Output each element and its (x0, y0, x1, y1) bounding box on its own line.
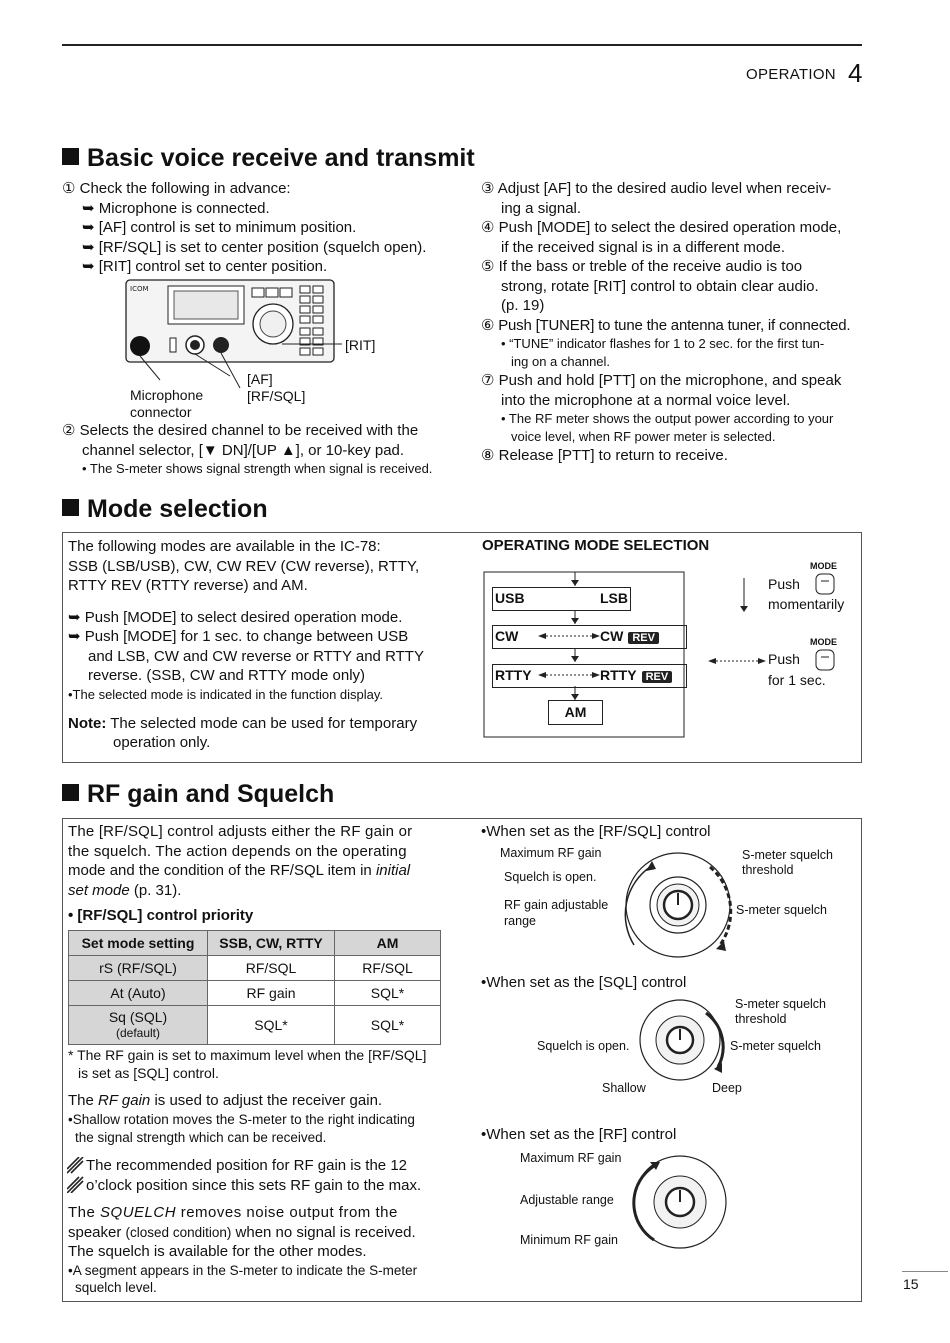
section-title-mode: Mode selection (62, 495, 268, 524)
step-5: ⑤ If the bass or treble of the receive audio is too (481, 258, 803, 275)
rf-gain-note: the signal strength which can be received. (75, 1129, 327, 1145)
label-squelch-open: Squelch is open. (504, 870, 597, 884)
rf-intro-line: The [RF/SQL] control adjusts either the RF gain or (68, 823, 413, 840)
mode-usb: USB (495, 590, 525, 606)
recommendation-line: o’clock position since this sets RF gain to the max. (86, 1176, 422, 1194)
rf-intro-line: mode and the condition of the RF/SQL item in (68, 862, 376, 879)
header-section: OPERATION (746, 66, 836, 83)
label-af: [AF] (247, 371, 273, 387)
check-item: ➥ [AF] control is set to minimum position. (82, 219, 357, 236)
step-4: ④ Push [MODE] to select the desired operation mode, (481, 219, 842, 236)
rf-intro-line: (p. 31). (129, 881, 182, 899)
basic-left-column (62, 179, 452, 277)
table-cell: RF/SQL (335, 956, 441, 981)
table-footnote (68, 1046, 448, 1082)
mode-rtty-rev: RTTY REV (600, 667, 672, 683)
footnote-line: * The RF gain is set to maximum level when the [RF/SQL] (68, 1047, 427, 1063)
table-cell: Sq (SQL) (default) (69, 1006, 208, 1045)
table-cell: SQL* (335, 981, 441, 1006)
step-1: ① Check the following in advance: (62, 180, 291, 197)
recommendation-icon (67, 1157, 84, 1193)
step-3: ing a signal. (501, 199, 582, 217)
table-cell: RF gain (208, 981, 335, 1006)
label-min-rf-gain: Minimum RF gain (520, 1233, 618, 1247)
label-shallow: Shallow (602, 1081, 646, 1095)
mode-intro-line: The following modes are available in the IC-78: (68, 538, 381, 555)
note-text: operation only. (113, 734, 211, 751)
push-for-1-sec: for 1 sec. (768, 672, 826, 688)
priority-title: • [RF/SQL] control priority (68, 907, 254, 924)
mode-bullet: and LSB, CW and CW reverse or RTTY and RTTY (88, 647, 424, 665)
mode-bullet: reverse. (SSB, CW and RTTY mode only) (88, 667, 366, 684)
rf-gain-left (68, 822, 448, 926)
label-s-meter-threshold: S-meter squelch (735, 997, 827, 1011)
label-rf-gain-range: RF gain adjustable (504, 898, 609, 912)
step-5: strong, rotate [RIT] control to obtain clear audio. (501, 277, 819, 295)
section-bullet-icon (62, 148, 79, 165)
label-range: range (504, 914, 536, 928)
rf-intro-italic: initial (375, 862, 411, 879)
label-connector: connector (130, 404, 192, 420)
knob-rf (620, 1150, 740, 1260)
case-rf-sql-title: •When set as the [RF/SQL] control (481, 823, 711, 840)
section-bullet-icon (62, 784, 79, 801)
mode-am: AM (548, 700, 603, 725)
page-number: 15 (903, 1276, 919, 1292)
step-2-note: • The S-meter shows signal strength when signal is received. (82, 461, 433, 476)
mode-rtty: RTTY (495, 667, 532, 683)
table-cell: At (Auto) (69, 981, 208, 1006)
rf-intro-line: the squelch. The action depends on the operating (68, 842, 407, 860)
label-rf-sql: [RF/SQL] (247, 388, 306, 404)
mode-cw-rev: CW REV (600, 628, 659, 644)
mode-small-note: •The selected mode is indicated in the function display. (68, 686, 384, 702)
mode-cw: CW (495, 628, 519, 644)
label-adjustable-range: Adjustable range (520, 1193, 614, 1207)
label-rit: [RIT] (345, 337, 376, 353)
mode-text (68, 537, 458, 753)
squelch-note: squelch level. (75, 1279, 157, 1295)
squelch-note: •A segment appears in the S-meter to indicate the S-meter (68, 1262, 418, 1278)
mode-key-label: MODE (810, 637, 837, 647)
squelch-description: The SQUELCH removes noise output from the speaker (closed condition) when no signal is received. The squelch is available for the other modes. •A segment appears in the S-meter to indicate the S-meter squelch level. (68, 1203, 448, 1296)
rev-badge: REV (642, 671, 673, 683)
mode-bullet: ➥ Push [MODE] to select desired operation mode. (68, 608, 403, 626)
step-2-line: ② Selects the desired channel to be received with the (62, 422, 419, 439)
step-3: ③ Adjust [AF] to the desired audio level when receiv- (481, 180, 832, 197)
table-cell: SQL* (335, 1006, 441, 1045)
recommendation (86, 1156, 421, 1195)
label-threshold: threshold (735, 1012, 787, 1026)
label-deep: Deep (712, 1081, 742, 1095)
table-cell: SQL* (208, 1006, 335, 1045)
page-number-rule (902, 1271, 948, 1272)
step-4: if the received signal is in a different mode. (501, 238, 786, 256)
check-item: ➥ Microphone is connected. (82, 199, 270, 217)
case-sql-title: •When set as the [SQL] control (481, 974, 687, 991)
label-squelch-open: Squelch is open. (537, 1039, 630, 1053)
step-7-note: • The RF meter shows the output power according to your (501, 411, 834, 426)
rf-gain-note: •Shallow rotation moves the S-meter to the right indicating (68, 1111, 415, 1127)
step-6: ⑥ Push [TUNER] to tune the antenna tuner, if connected. (481, 316, 851, 334)
footnote-line: is set as [SQL] control. (78, 1065, 219, 1081)
header-rule (62, 44, 862, 46)
priority-table (68, 930, 441, 1045)
table-cell: RF/SQL (208, 956, 335, 981)
label-microphone: Microphone (130, 387, 204, 403)
recommendation-line: The recommended position for RF gain is the 12 (86, 1157, 407, 1174)
step-2 (62, 421, 452, 478)
step-2-line: channel selector, [▼ DN]/[UP ▲], or 10-key pad. (82, 441, 405, 459)
section-bullet-icon (62, 499, 79, 516)
section-title-rf-gain: RF gain and Squelch (62, 780, 334, 809)
mode-intro-line: SSB (LSB/USB), CW, CW REV (CW reverse), RTTY, (68, 557, 420, 575)
label-threshold: threshold (742, 863, 794, 877)
note-text: The selected mode can be used for temporary (110, 714, 418, 732)
label-s-meter-squelch: S-meter squelch (736, 903, 828, 917)
mode-bullet: ➥ Push [MODE] for 1 sec. to change between USB (68, 628, 409, 645)
step-7-note: voice level, when RF power meter is selected. (511, 429, 776, 444)
mode-key-label: MODE (810, 561, 837, 571)
header-chapter-number: 4 (848, 58, 863, 88)
basic-right-column (481, 179, 866, 466)
mode-diagram-title: OPERATING MODE SELECTION (482, 537, 710, 554)
step-6-note: ing on a channel. (511, 354, 611, 369)
rf-gain-italic: RF gain (98, 1092, 151, 1109)
table-cell: rS (RF/SQL) (69, 956, 208, 981)
default-label: (default) (115, 1025, 161, 1040)
table-row (69, 956, 441, 981)
label-s-meter-threshold: S-meter squelch (742, 848, 834, 862)
note-label: Note: (68, 714, 107, 732)
check-item: ➥ [RF/SQL] is set to center position (squelch open). (82, 238, 427, 256)
rev-badge: REV (628, 632, 659, 644)
squelch-line: The squelch is available for the other modes. (68, 1243, 367, 1260)
step-7: ⑦ Push and hold [PTT] on the microphone, and speak (481, 372, 842, 389)
label-s-meter-squelch: S-meter squelch (730, 1039, 822, 1053)
push-label: Push (768, 651, 800, 667)
push-momentarily: momentarily (768, 596, 845, 612)
table-header: Set mode setting (69, 931, 208, 956)
step-8: ⑧ Release [PTT] to return to receive. (481, 447, 728, 464)
label-max-rf-gain: Maximum RF gain (520, 1151, 622, 1165)
mode-lsb: LSB (600, 590, 628, 606)
rf-intro-italic: set mode (68, 881, 130, 899)
label-max-rf-gain: Maximum RF gain (500, 846, 602, 860)
brand-logo: ICOM (130, 285, 149, 293)
squelch-italic: SQUELCH (100, 1204, 177, 1221)
push-label: Push (768, 576, 800, 592)
case-rf-title: •When set as the [RF] control (481, 1126, 677, 1143)
table-row (69, 1006, 441, 1045)
table-row (69, 981, 441, 1006)
section-title-basic: Basic voice receive and transmit (62, 144, 475, 173)
knob-rf-sql (600, 845, 750, 965)
table-header: SSB, CW, RTTY (208, 931, 335, 956)
step-5: (p. 19) (501, 297, 545, 314)
rf-gain-description: The RF gain is used to adjust the receiver gain. •Shallow rotation moves the S-meter to the right indicating the signal strength which can be received. (68, 1091, 448, 1147)
knob-sql (620, 995, 740, 1085)
step-6-note: • “TUNE” indicator flashes for 1 to 2 sec. for the first tun- (501, 336, 825, 351)
step-7: into the microphone at a normal voice level. (501, 391, 791, 409)
check-item: ➥ [RIT] control set to center position. (82, 258, 328, 275)
mode-intro-line: RTTY REV (RTTY reverse) and AM. (68, 577, 308, 594)
table-header: AM (335, 931, 441, 956)
